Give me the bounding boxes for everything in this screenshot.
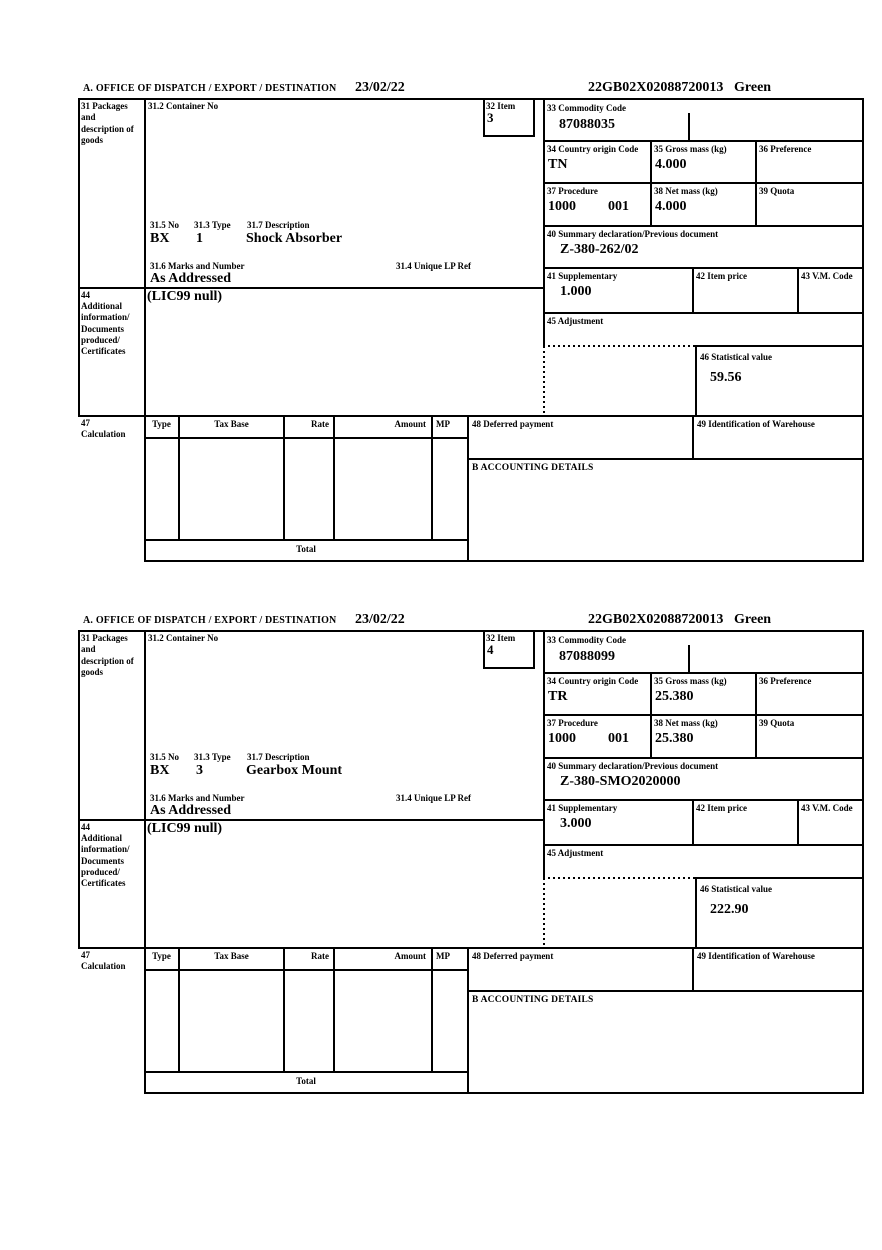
box42-item-price-label: 42 Item price [696,271,747,281]
goods-description-value: Gearbox Mount [246,763,343,778]
calc-total-label: Total [296,544,316,554]
calc-col-type-header: Type [152,951,171,961]
form-grid-lines [78,612,864,1094]
package-no-value: BX [150,763,170,778]
box47-number-label: 47 [81,950,90,960]
declaration-date: 23/02/22 [355,80,405,95]
box48-deferred-payment-label: 48 Deferred payment [472,419,554,429]
calc-col-tax-base-header: Tax Base [214,419,249,429]
summary-declaration-value: Z-380-SMO2020000 [560,774,681,789]
declaration-date: 23/02/22 [355,612,405,627]
gross-mass-value: 4.000 [655,157,687,172]
commodity-code-value: 87088099 [559,649,615,664]
box49-warehouse-label: 49 Identification of Warehouse [697,419,815,429]
routing-status: Green [734,612,772,627]
additional-information-value: (LIC99 null) [147,821,223,836]
box31-4-unique-lp-ref-label: 31.4 Unique LP Ref [396,793,472,803]
box34-country-origin-label: 34 Country origin Code [547,676,639,686]
marks-and-number-value: As Addressed [150,271,232,286]
box31-7-description-label: 31.7 Description [247,752,310,762]
procedure-value: 1000 [548,199,576,214]
box35-gross-mass-label: 35 Gross mass (kg) [654,676,727,686]
package-type-value: 3 [196,763,203,778]
box41-supplementary-label: 41 Supplementary [547,271,618,281]
box49-warehouse-label: 49 Identification of Warehouse [697,951,815,961]
calc-col-rate-header: Rate [311,419,329,429]
marks-and-number-value: As Addressed [150,803,232,818]
supplementary-value: 3.000 [560,816,592,831]
box37-procedure-label: 37 Procedure [547,186,598,196]
calc-col-rate-header: Rate [311,951,329,961]
box31-2-container-no-label: 31.2 Container No [148,633,219,643]
goods-description-value: Shock Absorber [246,231,343,246]
box41-supplementary-label: 41 Supplementary [547,803,618,813]
calc-total-label: Total [296,1076,316,1086]
box40-summary-declaration-label: 40 Summary declaration/Previous document [547,761,719,771]
box38-net-mass-label: 38 Net mass (kg) [654,186,718,196]
accounting-details-label: B ACCOUNTING DETAILS [472,463,594,473]
box46-statistical-value-label: 46 Statistical value [700,352,772,362]
box33-commodity-code-label: 33 Commodity Code [547,635,626,645]
box45-adjustment-label: 45 Adjustment [547,848,604,858]
box48-deferred-payment-label: 48 Deferred payment [472,951,554,961]
summary-declaration-value: Z-380-262/02 [560,242,639,257]
box39-quota-label: 39 Quota [759,718,795,728]
box42-item-price-label: 42 Item price [696,803,747,813]
box32-item-label: 32 Item [486,101,516,111]
box43-vm-code-label: 43 V.M. Code [801,803,853,813]
procedure-extension-value: 001 [608,199,629,214]
box46-statistical-value-label: 46 Statistical value [700,884,772,894]
box31-6-marks-label: 31.6 Marks and Number [150,793,245,803]
box38-net-mass-label: 38 Net mass (kg) [654,718,718,728]
office-of-dispatch-label: A. OFFICE OF DISPATCH / EXPORT / DESTINATION [83,615,337,626]
routing-status: Green [734,80,772,95]
box40-summary-declaration-label: 40 Summary declaration/Previous document [547,229,719,239]
procedure-extension-value: 001 [608,731,629,746]
statistical-value: 59.56 [710,370,742,385]
box31-4-unique-lp-ref-label: 31.4 Unique LP Ref [396,261,472,271]
box36-preference-label: 36 Preference [759,144,812,154]
box31-5-no-label: 31.5 No [150,752,179,762]
box31-packages-label: 31 Packages and description of goods [81,633,134,677]
office-of-dispatch-label: A. OFFICE OF DISPATCH / EXPORT / DESTINATION [83,83,337,94]
box44-number-label: 44 [81,290,90,300]
calc-col-type-header: Type [152,419,171,429]
box44-additional-info-label: Additional information/ Documents produced/ Certificates [81,301,130,356]
declaration-reference: 22GB02X02088720013 [588,80,724,95]
procedure-value: 1000 [548,731,576,746]
box44-number-label: 44 [81,822,90,832]
form-grid-lines [78,80,864,562]
form-block [78,80,864,562]
supplementary-value: 1.000 [560,284,592,299]
box33-commodity-code-label: 33 Commodity Code [547,103,626,113]
additional-information-value: (LIC99 null) [147,289,223,304]
gross-mass-value: 25.380 [655,689,694,704]
commodity-code-value: 87088035 [559,117,615,132]
accounting-details-label: B ACCOUNTING DETAILS [472,995,594,1005]
box37-procedure-label: 37 Procedure [547,718,598,728]
statistical-value: 222.90 [710,902,749,917]
net-mass-value: 25.380 [655,731,694,746]
box43-vm-code-label: 43 V.M. Code [801,271,853,281]
package-type-value: 1 [196,231,203,246]
box35-gross-mass-label: 35 Gross mass (kg) [654,144,727,154]
form-block [78,612,864,1094]
calc-col-amount-header: Amount [394,419,426,429]
item-number-value: 3 [487,110,494,125]
calc-col-mp-header: MP [436,419,450,429]
declaration-reference: 22GB02X02088720013 [588,612,724,627]
box31-5-no-label: 31.5 No [150,220,179,230]
box31-3-type-label: 31.3 Type [194,220,231,230]
box47-calculation-label: Calculation [81,429,126,439]
box31-packages-label: 31 Packages and description of goods [81,101,134,145]
box32-item-label: 32 Item [486,633,516,643]
box34-country-origin-label: 34 Country origin Code [547,144,639,154]
calc-col-tax-base-header: Tax Base [214,951,249,961]
package-no-value: BX [150,231,170,246]
calc-col-mp-header: MP [436,951,450,961]
box31-2-container-no-label: 31.2 Container No [148,101,219,111]
box31-3-type-label: 31.3 Type [194,752,231,762]
box31-6-marks-label: 31.6 Marks and Number [150,261,245,271]
box36-preference-label: 36 Preference [759,676,812,686]
box47-calculation-label: Calculation [81,961,126,971]
box44-additional-info-label: Additional information/ Documents produced/ Certificates [81,833,130,888]
box31-7-description-label: 31.7 Description [247,220,310,230]
box39-quota-label: 39 Quota [759,186,795,196]
country-origin-value: TR [548,689,568,704]
net-mass-value: 4.000 [655,199,687,214]
calc-col-amount-header: Amount [394,951,426,961]
box47-number-label: 47 [81,418,90,428]
item-number-value: 4 [487,642,494,657]
box45-adjustment-label: 45 Adjustment [547,316,604,326]
country-origin-value: TN [548,157,568,172]
